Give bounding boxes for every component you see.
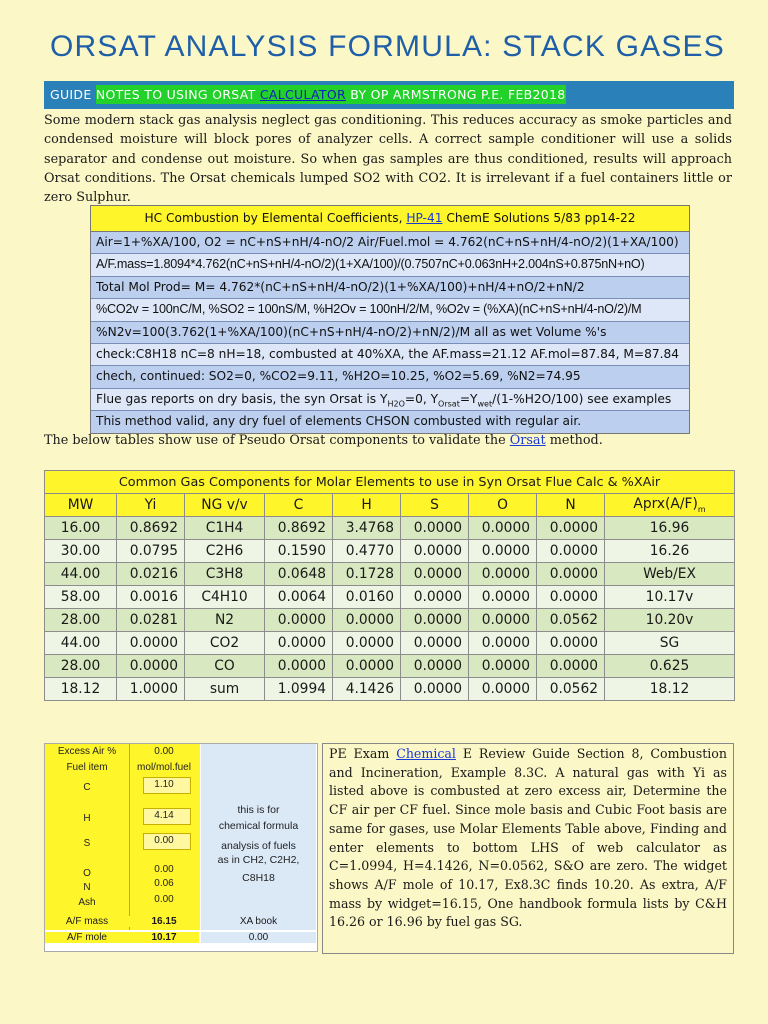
- calc-note-line-5: C8H18: [242, 872, 275, 884]
- table-cell: 0.0000: [117, 632, 185, 655]
- table-cell: CO: [185, 655, 265, 678]
- table-cell: CO2: [185, 632, 265, 655]
- hc-row-check: check:C8H18 nC=8 nH=18, combusted at 40%XA, the AF.mass=21.12 AF.mol=87.84, M=87.84: [91, 344, 689, 366]
- table-cell: sum: [185, 678, 265, 701]
- table-cell: 0.0000: [469, 632, 537, 655]
- table-cell: 0.0648: [265, 563, 333, 586]
- c-label: C: [45, 782, 129, 793]
- af-mass-row: [45, 916, 317, 926]
- h-label: H: [45, 813, 129, 824]
- hc-row-af-mass: A/F.mass=1.8094*4.762(nC+nS+nH/4-nO/2)(1+XA/100)/(0.7507nC+0.063nH+2.004nS+0.875nN+nO): [91, 254, 689, 276]
- table-cell: 0.0000: [401, 517, 469, 540]
- table-cell: C2H6: [185, 540, 265, 563]
- flue-text-2: =0, Y: [404, 391, 439, 406]
- table-cell: C4H10: [185, 586, 265, 609]
- table-row: [45, 632, 735, 655]
- table-cell: Web/EX: [605, 563, 735, 586]
- table-cell: 0.0000: [469, 517, 537, 540]
- table-cell: 0.0000: [401, 678, 469, 701]
- gas-table-caption: Common Gas Components for Molar Elements to use in Syn Orsat Flue Calc & %XAir: [45, 471, 735, 494]
- ash-input[interactable]: 0.00: [154, 894, 174, 905]
- excess-air-input[interactable]: 0.00: [154, 746, 174, 757]
- hc-header-text: HC Combustion by Elemental Coefficients,: [144, 211, 407, 225]
- af-mole-label: A/F mole: [45, 932, 129, 943]
- table-row: [45, 609, 735, 632]
- table-cell: 0.0000: [537, 655, 605, 678]
- table-cell: 0.1590: [265, 540, 333, 563]
- n-input[interactable]: 0.06: [154, 878, 174, 889]
- af-mole-row: [45, 932, 317, 942]
- table-cell: 0.0000: [401, 563, 469, 586]
- table-cell: N2: [185, 609, 265, 632]
- table-cell: C1H4: [185, 517, 265, 540]
- table-cell: 0.0000: [265, 655, 333, 678]
- table-cell: 0.0000: [469, 540, 537, 563]
- table-row: [45, 540, 735, 563]
- table-row: [45, 655, 735, 678]
- banner-notes-text: NOTES TO USING ORSAT: [95, 87, 260, 102]
- banner-date: FEB2018: [507, 87, 566, 102]
- col-header-af: [605, 494, 735, 517]
- banner-author-text: BY OP ARMSTRONG P.E.: [346, 87, 508, 102]
- gas-table-header-row: [45, 494, 735, 517]
- fuel-item-label: Fuel item: [45, 762, 129, 773]
- table-cell: 0.0000: [333, 609, 401, 632]
- hc-row-n2: %N2v=100(3.762(1+%XA/100)(nC+nS+nH/4-nO/2)+nN/2)/M all as wet Volume %'s: [91, 322, 689, 344]
- hc-row-percent-gases: %CO2v = 100nC/M, %SO2 = 100nS/M, %H2Ov = 100nH/2/M, %O2v = (%XA)(nC+nS+nH/4-nO/2)/M: [91, 299, 689, 321]
- table-cell: 0.0064: [265, 586, 333, 609]
- table-cell: 0.0000: [537, 632, 605, 655]
- table-cell: 28.00: [45, 655, 117, 678]
- banner-highlight: [96, 85, 566, 104]
- table-cell: 0.0000: [265, 632, 333, 655]
- hc-header-source: ChemE Solutions 5/83 pp14-22: [442, 211, 636, 225]
- c-input[interactable]: 1.10: [154, 779, 174, 790]
- calc-note-line-1: this is for: [237, 804, 280, 816]
- guide-banner: [44, 81, 734, 109]
- chemical-link[interactable]: Chemical: [396, 746, 456, 761]
- table-cell: 0.8692: [117, 517, 185, 540]
- table-cell: 0.0562: [537, 609, 605, 632]
- table-cell: C3H8: [185, 563, 265, 586]
- flue-text-3: =Y: [459, 391, 478, 406]
- table-cell: 0.0000: [117, 655, 185, 678]
- tables-intro-text: The below tables show use of Pseudo Orsat components to validate the: [44, 433, 510, 448]
- table-cell: 44.00: [45, 632, 117, 655]
- table-cell: 0.0000: [537, 517, 605, 540]
- excess-air-label: Excess Air %: [45, 746, 129, 757]
- table-cell: 0.1728: [333, 563, 401, 586]
- gas-table-body: [45, 517, 735, 701]
- calc-note: [201, 744, 316, 930]
- table-cell: 0.0000: [265, 609, 333, 632]
- col-header-af-sub: m: [697, 504, 706, 514]
- af-mole-value: 10.17: [129, 932, 199, 943]
- tables-intro-end: method.: [545, 433, 603, 448]
- table-cell: 4.1426: [333, 678, 401, 701]
- table-cell: 0.0000: [401, 540, 469, 563]
- hc-row-check-continued: chech, continued: SO2=0, %CO2=9.11, %H2O=10.25, %O2=5.69, %N2=74.95: [91, 366, 689, 388]
- pe-text-start: PE Exam: [329, 746, 397, 761]
- table-cell: 0.0016: [117, 586, 185, 609]
- flue-text-4: /(1-%H2O/100) see examples: [492, 391, 672, 406]
- pe-text-body: E Review Guide Section 8, Combustion and Incineration, Example 8.3C. A natural gas with Yi as listed above is combusted at zero excess air, Determine the CF air per CF fuel. Since mole basis and Cubic Foot basis are same for gases, use Molar Elements Table above, Finding and enter elements to bottom LHS of web calculator as C=1.0994, H=4.1426, N=0.0562, S&O are zero. The widget shows A/F mole of 10.17, Ex8.3C finds 10.20. As extra, A/F mass by widget=16.15, One handbook formula lists by C&H 16.26 or 16.96 by fuel gas SG.: [329, 746, 727, 930]
- table-cell: 18.12: [605, 678, 735, 701]
- col-header-h: H: [333, 494, 401, 517]
- table-cell: 0.0000: [469, 655, 537, 678]
- table-cell: 30.00: [45, 540, 117, 563]
- table-cell: 28.00: [45, 609, 117, 632]
- hc-row-air: Air=1+%XA/100, O2 = nC+nS+nH/4-nO/2 Air/Fuel.mol = 4.762(nC+nS+nH/4-nO/2)(1+XA/100): [91, 232, 689, 254]
- col-header-o: O: [469, 494, 537, 517]
- table-row: [45, 563, 735, 586]
- gas-components-table: [44, 470, 735, 701]
- table-row: [45, 586, 735, 609]
- table-cell: 10.20v: [605, 609, 735, 632]
- table-cell: 0.0000: [469, 563, 537, 586]
- table-cell: 1.0000: [117, 678, 185, 701]
- calc-note-line-2: chemical formula: [218, 820, 299, 832]
- table-cell: 18.12: [45, 678, 117, 701]
- banner-guide-text: GUIDE: [50, 87, 96, 102]
- table-row: [45, 678, 735, 701]
- col-header-af-text: Aprx(A/F): [633, 496, 698, 513]
- hc-header: [91, 206, 689, 232]
- table-cell: 0.4770: [333, 540, 401, 563]
- table-cell: 0.0000: [333, 655, 401, 678]
- table-cell: 16.00: [45, 517, 117, 540]
- fuel-item-unit: mol/mol.fuel: [137, 762, 191, 773]
- hc-row-flue-gas: [91, 389, 689, 411]
- table-cell: 0.0000: [401, 632, 469, 655]
- calc-note-line-3: analysis of fuels: [221, 840, 296, 852]
- calc-note-line-4: as in CH2, C2H2,: [217, 854, 300, 866]
- table-cell: 3.4768: [333, 517, 401, 540]
- col-header-ng: NG v/v: [185, 494, 265, 517]
- table-cell: 0.0000: [401, 586, 469, 609]
- table-row: [45, 517, 735, 540]
- orsat-link[interactable]: Orsat: [509, 433, 546, 448]
- table-cell: 44.00: [45, 563, 117, 586]
- table-cell: 0.0000: [401, 609, 469, 632]
- table-cell: 16.26: [605, 540, 735, 563]
- hc-combustion-box: [90, 205, 690, 434]
- hc-row-total-mol: Total Mol Prod= M= 4.762*(nC+nS+nH/4-nO/2)(1+%XA/100)+nH/4+nO/2+nN/2: [91, 277, 689, 299]
- af-mass-label: A/F mass: [45, 916, 129, 927]
- ash-label: Ash: [45, 897, 129, 908]
- col-header-s: S: [401, 494, 469, 517]
- col-header-c: C: [265, 494, 333, 517]
- table-cell: 0.0000: [401, 655, 469, 678]
- table-cell: 0.0000: [537, 586, 605, 609]
- table-cell: 0.0795: [117, 540, 185, 563]
- table-cell: 0.0000: [333, 632, 401, 655]
- table-cell: 0.0000: [469, 586, 537, 609]
- table-cell: 0.0562: [537, 678, 605, 701]
- flue-sub-h2o: H2O: [387, 399, 405, 409]
- o-label: O: [45, 868, 129, 879]
- n-label: N: [45, 882, 129, 893]
- col-header-n: N: [537, 494, 605, 517]
- table-cell: 0.625: [605, 655, 735, 678]
- table-cell: 0.0000: [469, 678, 537, 701]
- xa-book-value: 0.00: [201, 932, 316, 943]
- table-cell: 0.0281: [117, 609, 185, 632]
- af-calculator-widget: [44, 743, 318, 952]
- page-title: ORSAT ANALYSIS FORMULA: STACK GASES: [50, 30, 725, 63]
- h-input[interactable]: 4.14: [154, 810, 174, 821]
- flue-sub-wet: wet: [477, 399, 493, 409]
- pe-exam-example: [322, 743, 734, 954]
- table-cell: 1.0994: [265, 678, 333, 701]
- s-input[interactable]: 0.00: [154, 835, 174, 846]
- o-input[interactable]: 0.00: [154, 864, 174, 875]
- af-mass-value: 16.15: [129, 916, 199, 927]
- calculator-link[interactable]: CALCULATOR: [259, 87, 346, 102]
- hc-row-valid: This method valid, any dry fuel of elements CHSON combusted with regular air.: [91, 411, 689, 432]
- hp41-link[interactable]: HP-41: [406, 211, 443, 225]
- flue-sub-orsat: Orsat: [438, 399, 460, 409]
- col-header-mw: MW: [45, 494, 117, 517]
- xa-book-label: XA book: [201, 916, 316, 927]
- tables-intro: [44, 433, 603, 448]
- intro-paragraph: Some modern stack gas analysis neglect gas conditioning. This reduces accuracy as smoke particles and condensed moisture will block pores of analyzer cells. A correct sample conditioner will use a solids separator and condense out moisture. So when gas samples are thus conditioned, results will approach Orsat conditions. The Orsat chemicals lumped SO2 with CO2. It is irrelevant if a fuel containers little or zero Sulphur.: [44, 113, 732, 206]
- col-header-yi: Yi: [117, 494, 185, 517]
- table-cell: 0.0000: [469, 609, 537, 632]
- table-cell: 0.0160: [333, 586, 401, 609]
- table-cell: 0.0000: [537, 563, 605, 586]
- table-cell: 0.8692: [265, 517, 333, 540]
- table-cell: 0.0000: [537, 540, 605, 563]
- table-cell: 16.96: [605, 517, 735, 540]
- flue-text-1: Flue gas reports on dry basis, the syn Orsat is Y: [96, 391, 388, 406]
- table-cell: SG: [605, 632, 735, 655]
- table-cell: 0.0216: [117, 563, 185, 586]
- table-cell: 10.17v: [605, 586, 735, 609]
- s-label: S: [45, 838, 129, 849]
- table-cell: 58.00: [45, 586, 117, 609]
